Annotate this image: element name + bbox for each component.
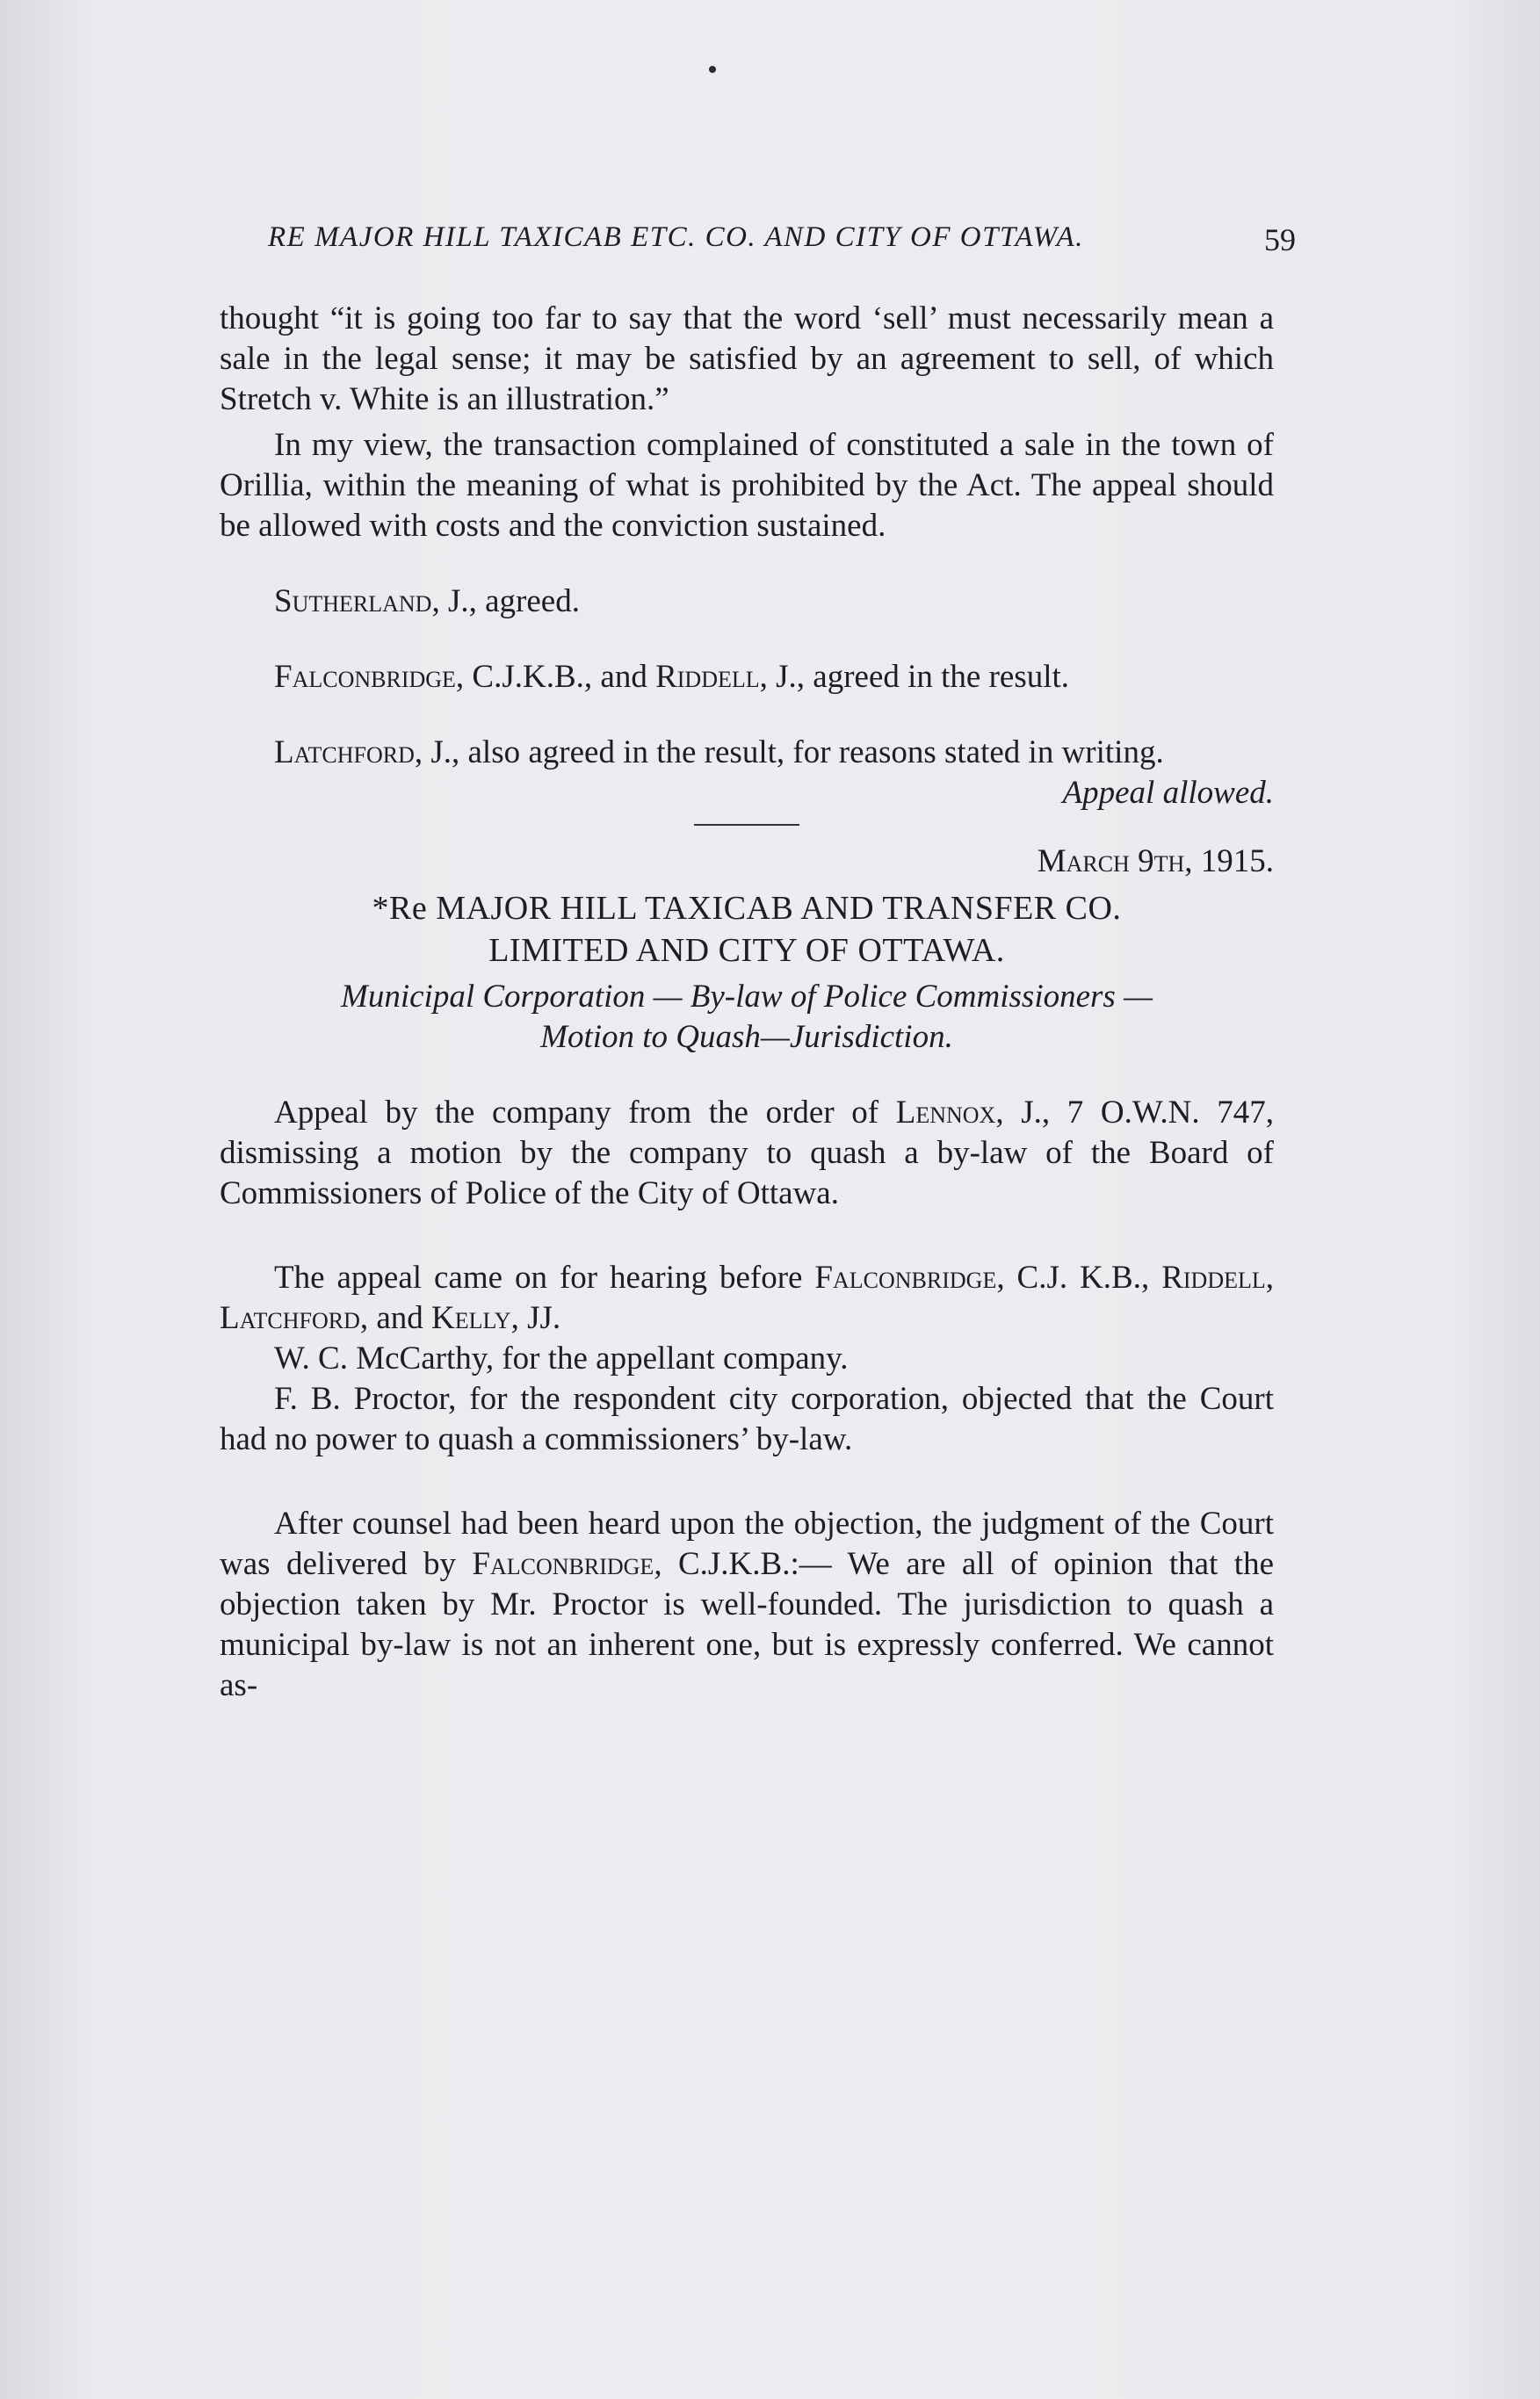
judge-name: Falconbridge — [274, 659, 456, 695]
page-number: 59 — [1264, 222, 1296, 257]
paragraph-quotation: thought “it is going too far to say that the word ‘sell’ must necessarily mean a sale in the legal sense; it may be satisfied by an agreement to sell, of which Stretch v. White is an illustration.” — [220, 300, 1274, 417]
paragraph-judgment: After counsel had been heard upon the objection, the judgment of the Court was delivered by Falconbridge, C.J.K.B.:— We are all of opinion that the objection taken by Mr. Proctor is well-founded. The jurisdiction to quash a municipal by-law is not an inherent one, but is expressly conferred. We cannot as- — [220, 1506, 1274, 1703]
judge-name: Sutherland — [274, 583, 432, 619]
paragraph-latchford: Latchford, J., also agreed in the result, for reasons stated in writing. — [274, 734, 1164, 770]
judge-name: Latchford — [274, 734, 415, 770]
judge-name: Kelly — [431, 1300, 511, 1336]
paragraph-sutherland: Sutherland, J., agreed. — [274, 583, 580, 619]
judge-name: Latchford — [220, 1300, 360, 1336]
paragraph-counsel-appellant: W. C. McCarthy, for the appellant company. — [274, 1340, 849, 1377]
headnote-line-1: Municipal Corporation — By-law of Police Commissioners — — [341, 979, 1153, 1015]
judge-name: Falconbridge — [472, 1546, 654, 1582]
running-title: RE MAJOR HILL TAXICAB ETC. CO. AND CITY OF OTTAWA. — [268, 221, 1084, 253]
headnote-line-2: Motion to Quash—Jurisdiction. — [540, 1019, 953, 1055]
paragraph-falconbridge-riddell: Falconbridge, C.J.K.B., and Riddell, J., agreed in the result. — [274, 659, 1070, 695]
paragraph-opinion: In my view, the transaction complained of constituted a sale in the town of Orillia, within the meaning of what is prohibited by the Act. The appeal should be allowed with costs and the conviction sustained. — [220, 427, 1274, 544]
page-body — [220, 299, 1274, 1706]
judge-name: Riddell — [655, 659, 760, 695]
judge-name: Falconbridge — [814, 1260, 997, 1296]
judge-name: Riddell — [1161, 1260, 1266, 1296]
paragraph-hearing: The appeal came on for hearing before Falconbridge, C.J. K.B., Riddell, Latchford, and Kelly, JJ. — [220, 1260, 1274, 1336]
case-title-line-1: *Re MAJOR HILL TAXICAB AND TRANSFER CO. — [372, 890, 1122, 927]
ink-speck — [709, 66, 716, 73]
running-header — [268, 221, 1296, 257]
paragraph-appeal: Appeal by the company from the order of Lennox, J., 7 O.W.N. 747, dismissing a motion by the company to quash a by-law of the Board of Commissioners of Police of the City of Ottawa. — [220, 1095, 1274, 1211]
appeal-result: Appeal allowed. — [1062, 775, 1274, 811]
paragraph-counsel-respondent: F. B. Proctor, for the respondent city corporation, objected that the Court had no power to quash a commissioners’ by-law. — [220, 1381, 1274, 1457]
section-divider — [694, 824, 799, 826]
decision-date: March 9th, 1915. — [1037, 843, 1274, 879]
judge-name: Lennox — [895, 1095, 996, 1131]
case-title-line-2: LIMITED AND CITY OF OTTAWA. — [488, 932, 1005, 969]
